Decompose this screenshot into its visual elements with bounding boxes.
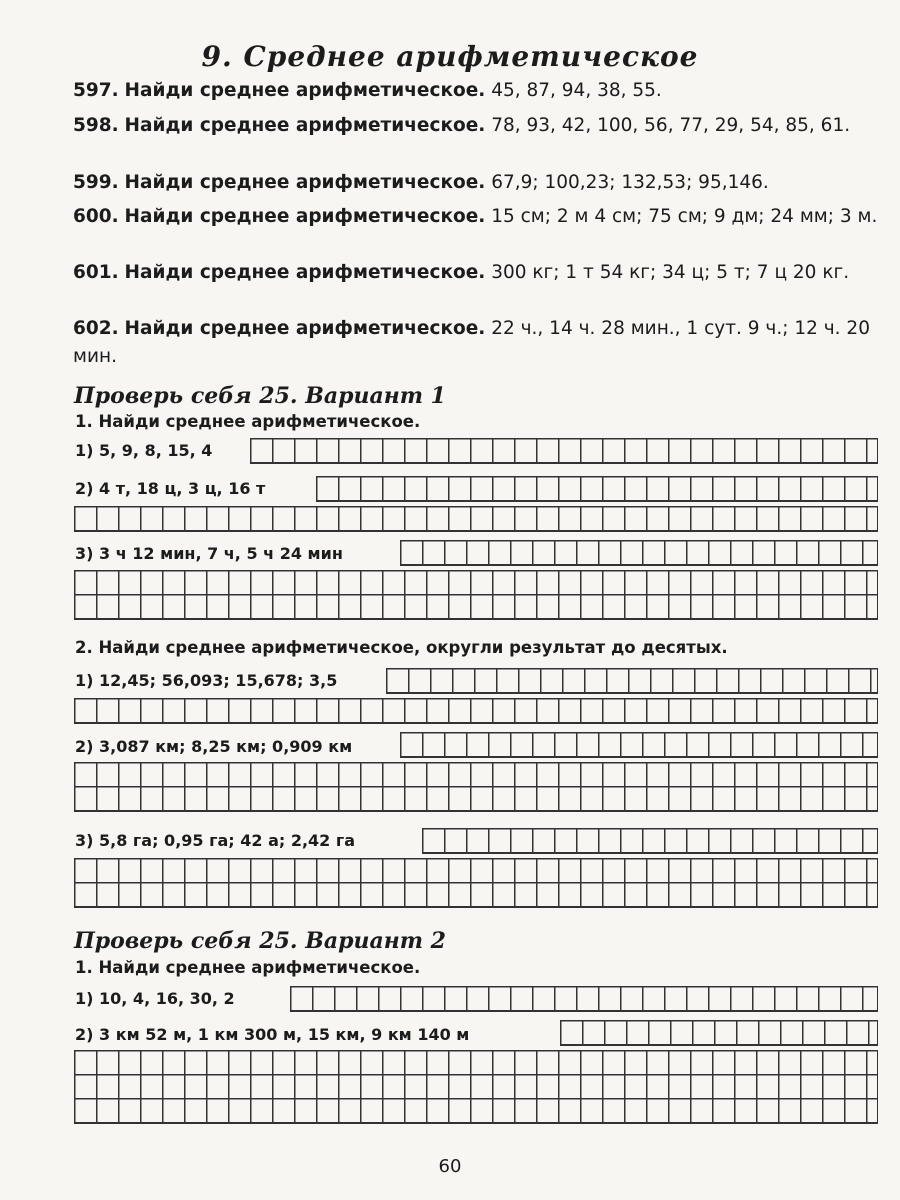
v1-t1-item2-answer-grid[interactable] [316, 476, 878, 502]
v1-t2-item3-answer-grid[interactable] [422, 828, 878, 854]
v1-t2-item1-answer-grid[interactable] [386, 668, 878, 694]
v1-t1-item3-answer-grid[interactable] [400, 540, 878, 566]
variant2-task1: 1. Найди среднее арифметическое. [75, 958, 421, 977]
exercise-599: 599. Найди среднее арифметическое. 67,9; 100,23; 132,53; 95,146. [73, 172, 769, 193]
variant1-task2: 2. Найди среднее арифметическое, округли результат до десятых. [75, 638, 728, 657]
v2-t1-item2-label: 2) 3 км 52 м, 1 км 300 м, 15 км, 9 км 140 м [75, 1025, 470, 1044]
v1-t2-item1-label: 1) 12,45; 56,093; 15,678; 3,5 [75, 671, 338, 690]
exercise-600: 600. Найди среднее арифметическое. 15 см; 2 м 4 см; 75 см; 9 дм; 24 мм; 3 м. [73, 206, 878, 227]
variant2-heading: Проверь себя 25. Вариант 2 [74, 928, 446, 954]
exercise-601: 601. Найди среднее арифметическое. 300 кг; 1 т 54 кг; 34 ц; 5 т; 7 ц 20 кг. [73, 262, 850, 283]
v1-t1-item1-label: 1) 5, 9, 8, 15, 4 [75, 441, 213, 460]
v1-t2-item2-answer-grid-2[interactable] [74, 762, 878, 812]
page-number: 60 [438, 1156, 462, 1177]
exercise-602: 602. Найди среднее арифметическое. 22 ч., 14 ч. 28 мин., 1 сут. 9 ч.; 12 ч. 20 мин. [73, 318, 870, 367]
exercise-597: 597. Найди среднее арифметическое. 45, 87, 94, 38, 55. [73, 80, 662, 101]
v2-t1-item1-answer-grid[interactable] [290, 986, 878, 1012]
v1-t2-item3-label: 3) 5,8 га; 0,95 га; 42 а; 2,42 га [75, 831, 356, 850]
v2-t1-item2-answer-grid[interactable] [560, 1020, 878, 1046]
variant1-task1: 1. Найди среднее арифметическое. [75, 412, 421, 431]
v1-t1-item1-answer-grid[interactable] [250, 438, 878, 464]
v1-t2-item2-label: 2) 3,087 км; 8,25 км; 0,909 км [75, 737, 353, 756]
v1-t1-item3-answer-grid-2[interactable] [74, 570, 878, 620]
v1-t2-item1-answer-grid-2[interactable] [74, 698, 878, 724]
v1-t1-item3-label: 3) 3 ч 12 мин, 7 ч, 5 ч 24 мин [75, 544, 343, 563]
v1-t1-item2-label: 2) 4 т, 18 ц, 3 ц, 16 т [75, 479, 266, 498]
variant1-heading: Проверь себя 25. Вариант 1 [74, 383, 446, 409]
v1-t2-item3-answer-grid-2[interactable] [74, 858, 878, 908]
v1-t2-item2-answer-grid[interactable] [400, 732, 878, 758]
exercise-598: 598. Найди среднее арифметическое. 78, 93, 42, 100, 56, 77, 29, 54, 85, 61. [73, 115, 851, 136]
v2-t1-item2-answer-grid-2[interactable] [74, 1050, 878, 1124]
v1-t1-item2-answer-grid-2[interactable] [74, 506, 878, 532]
page-title: 9. Среднее арифметическое [201, 40, 699, 73]
v2-t1-item1-label: 1) 10, 4, 16, 30, 2 [75, 989, 235, 1008]
